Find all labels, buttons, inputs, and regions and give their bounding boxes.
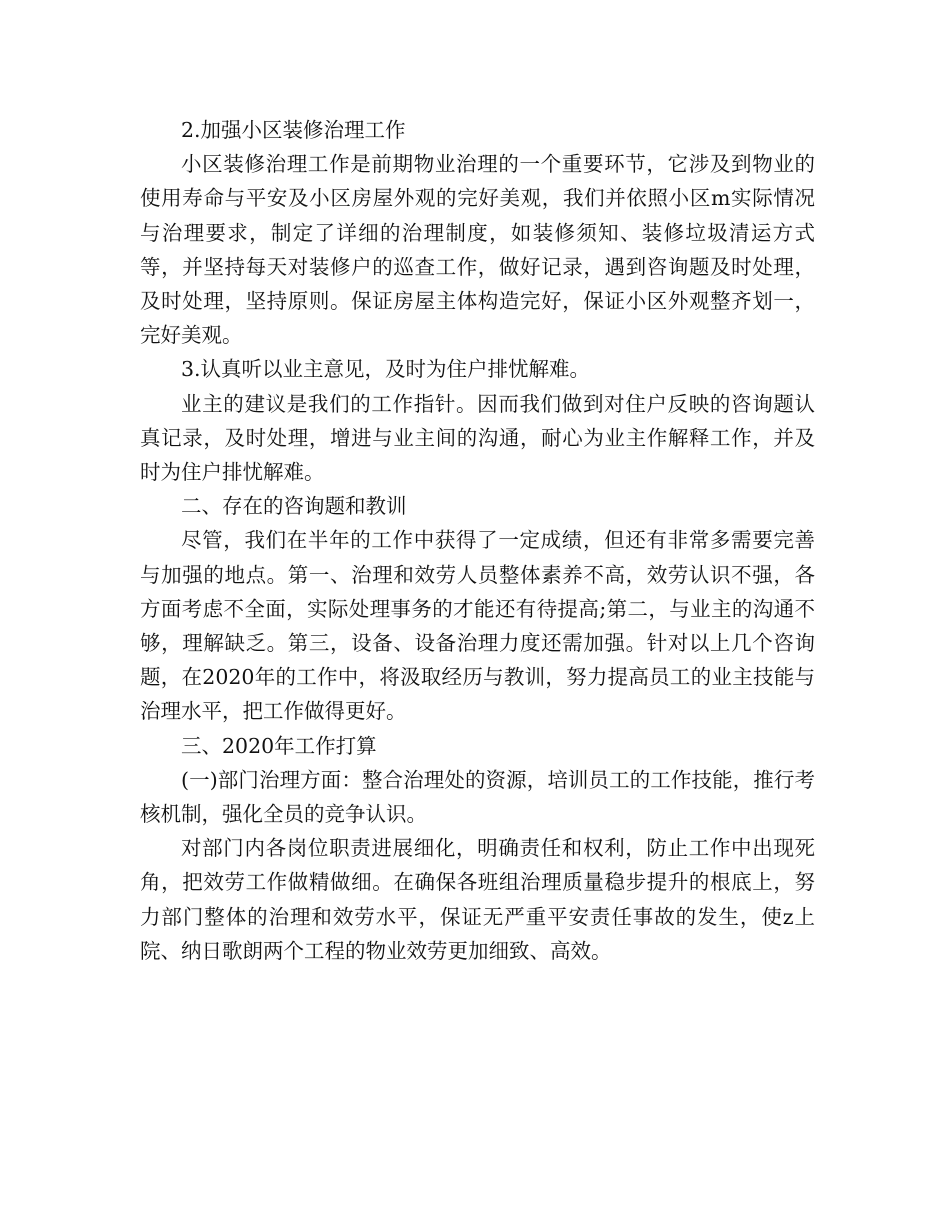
paragraph-owner-opinions: 业主的建议是我们的工作指针。因而我们做到对住户反映的咨询题认真记录，及时处理，增进与业主间的沟通，耐心为业主作解释工作，并及时为住户排忧解难。 [140,391,815,485]
paragraph-decoration-management: 小区装修治理工作是前期物业治理的一个重要环节，它涉及到物业的使用寿命与平安及小区房屋外观的完好美观，我们并依照小区m实际情况与治理要求，制定了详细的治理制度，如装修须知、装修垃圾清运方式等，并坚持每天对装修户的巡查工作，做好记录，遇到咨询题及时处理，及时处理，坚持原则。保证房屋主体构造完好，保证小区外观整齐划一，完好美观。 [140,152,815,348]
section-heading-owner-opinions: 3.认真听以业主意见，及时为住户排忧解难。 [181,357,591,382]
section-heading-problems-lessons: 二、存在的咨询题和教训 [181,494,407,519]
document-body [140,113,815,968]
section-heading-work-plan: 三、2020年工作打算 [181,733,377,758]
section-heading-decoration-management: 2.加强小区装修治理工作 [181,118,406,142]
paragraph-department-management: (一)部门治理方面：整合治理处的资源，培训员工的工作技能，推行考核机制，强化全员的竞争认识。 [140,767,815,827]
paragraph-responsibility-refinement: 对部门内各岗位职责进展细化，明确责任和权利，防止工作中出现死角，把效劳工作做精做细。在确保各班组治理质量稳步提升的根底上，努力部门整体的治理和效劳水平，保证无严重平安责任事故的发生，使z上院、纳日歌朗两个工程的物业效劳更加细致、高效。 [140,836,815,963]
paragraph-problems-lessons: 尽管，我们在半年的工作中获得了一定成绩，但还有非常多需要完善与加强的地点。第一、治理和效劳人员整体素养不高，效劳认识不强，各方面考虑不全面，实际处理事务的才能还有待提高;第二，与业主的沟通不够，理解缺乏。第三，设备、设备治理力度还需加强。针对以上几个咨询题，在2020年的工作中，将汲取经历与教训，努力提高员工的业主技能与治理水平，把工作做得更好。 [140,528,815,724]
